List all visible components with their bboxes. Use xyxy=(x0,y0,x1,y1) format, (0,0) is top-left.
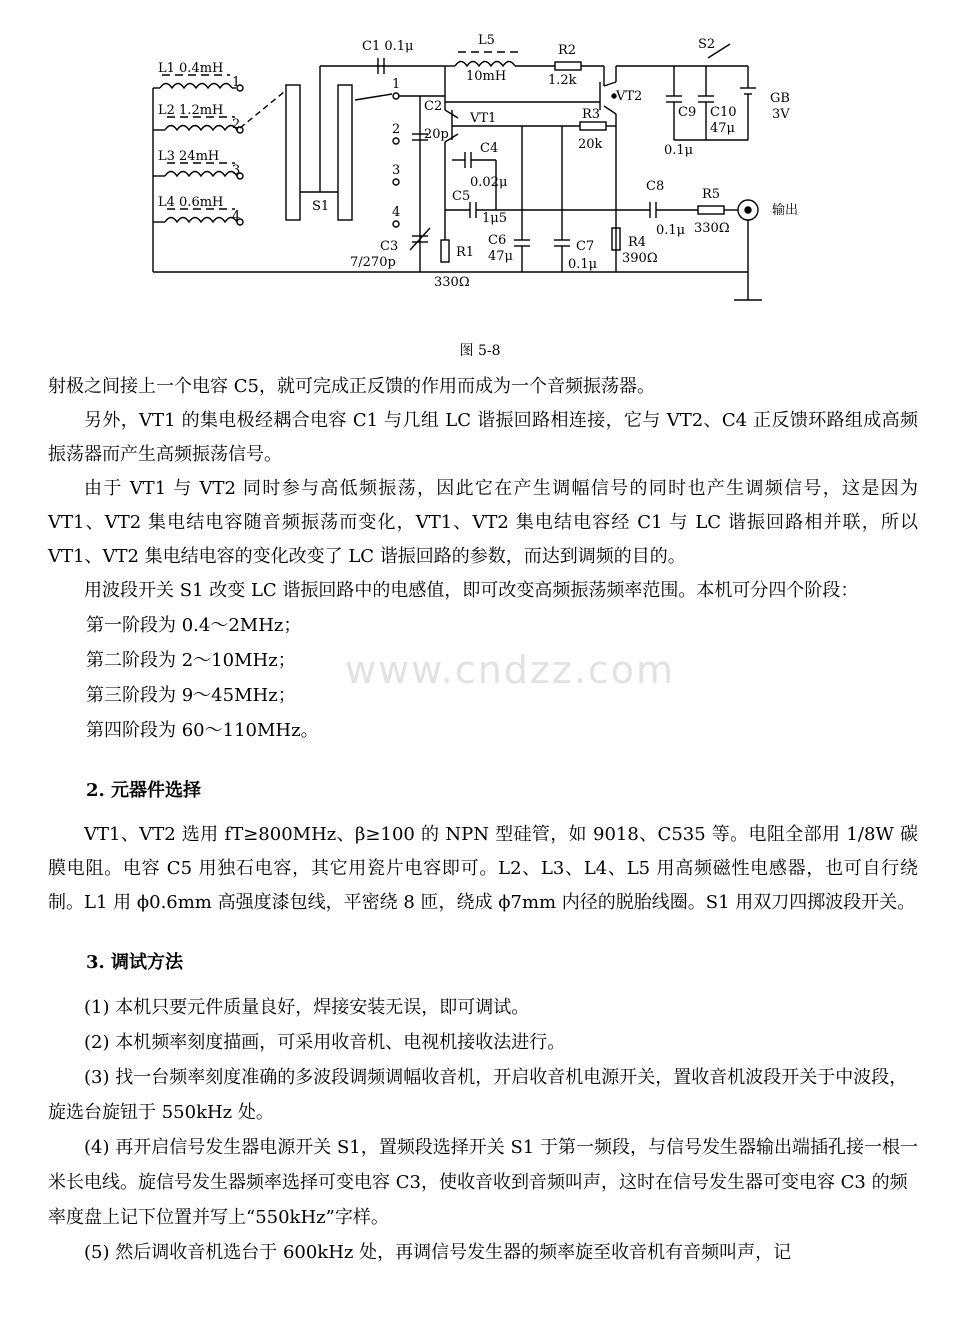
pin-label-3b: 3 xyxy=(392,163,401,178)
section-heading-debugging: 3. 调试方法 xyxy=(86,952,184,973)
paragraph-3: 由于 VT1 与 VT2 同时参与高低频振荡，因此它在产生调幅信号的同时也产生调频信号，这是因为 VT1、VT2 集电结电容随音频振荡而变化，VT1、VT2 集电结电容经 C1 与 LC 谐振回路相并联，所以 VT1、VT2 集电结电容的变化改变了 LC 谐振回路的参数，而达到调频的目的。 xyxy=(48,478,918,567)
document-body xyxy=(48,370,918,1270)
label-r5: R5 xyxy=(702,187,721,202)
pin-label-4a: 4 xyxy=(232,209,241,224)
label-c2-value: 20p xyxy=(424,127,449,142)
label-r3-value: 20k xyxy=(578,137,603,152)
band-item-3: 第三阶段为 9～45MHz； xyxy=(86,685,296,706)
label-c8: C8 xyxy=(646,179,665,194)
label-vt2: VT2 xyxy=(616,89,643,104)
pin-label-2a: 2 xyxy=(232,117,241,132)
debug-step-3: (3) 找一台频率刻度准确的多波段调频调幅收音机，开启收音机电源开关，置收音机波段开关于中波段，旋选台旋钮于 550kHz 处。 xyxy=(48,1067,908,1123)
label-r2-value: 1.2k xyxy=(548,73,577,88)
label-r4: R4 xyxy=(628,235,647,250)
label-c6: C6 xyxy=(488,233,507,248)
label-c6-value: 47μ xyxy=(488,249,513,264)
figure-caption: 图 5-8 xyxy=(459,343,501,359)
label-l2: L2 1.2mH xyxy=(158,103,224,118)
label-r3: R3 xyxy=(582,107,601,122)
label-gb-value: 3V xyxy=(772,107,790,122)
pin-label-1a: 1 xyxy=(232,75,241,90)
paragraph-2: 另外，VT1 的集电极经耦合电容 C1 与几组 LC 谐振回路相连接，它与 VT2、C4 正反馈环路组成高频振荡器而产生高频振荡信号。 xyxy=(48,410,918,465)
label-c2: C2 xyxy=(424,99,443,114)
label-s1: S1 xyxy=(312,199,330,214)
label-gb: GB xyxy=(770,91,790,106)
label-c10-value: 47μ xyxy=(710,121,735,136)
label-c8-value: 0.1μ xyxy=(656,223,686,238)
label-r1-value: 330Ω xyxy=(434,275,470,290)
debug-step-4: (4) 再开启信号发生器电源开关 S1，置频段选择开关 S1 于第一频段，与信号发生器输出端插孔接一根一米长电线。旋信号发生器频率选择可变电容 C3，使收音收到音频叫声，这时在信号发生器可变电容 C3 的频率度盘上记下位置并写上“550kHz”字样。 xyxy=(48,1137,918,1228)
paragraph-4: 用波段开关 S1 改变 LC 谐振回路中的电感值，即可改变高频振荡频率范围。本机可分四个阶段： xyxy=(84,580,859,601)
label-c10: C10 xyxy=(710,105,737,120)
circuit-diagram xyxy=(0,0,960,330)
pin-label-1b: 1 xyxy=(392,77,401,92)
label-c3: C3 xyxy=(380,239,399,254)
label-s2: S2 xyxy=(698,37,716,52)
label-c9-value: 0.1μ xyxy=(664,143,694,158)
band-item-1: 第一阶段为 0.4～2MHz； xyxy=(86,615,302,636)
label-vt1: VT1 xyxy=(470,111,497,126)
pin-label-2b: 2 xyxy=(392,122,401,137)
debug-step-2: (2) 本机频率刻度描画，可采用收音机、电视机接收法进行。 xyxy=(84,1032,566,1053)
label-c5: C5 xyxy=(452,189,471,204)
label-c9: C9 xyxy=(678,105,697,120)
label-l5: L5 xyxy=(478,33,495,48)
label-c1: C1 0.1μ xyxy=(362,39,414,54)
label-c4-value: 0.02μ xyxy=(470,175,508,190)
paragraph-1: 射极之间接上一个电容 C5，就可完成正反馈的作用而成为一个音频振荡器。 xyxy=(48,376,655,397)
pin-label-3a: 3 xyxy=(232,163,241,178)
components-paragraph: VT1、VT2 选用 fT≥800MHz、β≥100 的 NPN 型硅管，如 9018、C535 等。电阻全部用 1/8W 碳膜电阻。电容 C5 用独石电容，其它用瓷片电容即可。L2、L3、L4、L5 用高频磁性电感器，也可自行绕制。L1 用 ϕ0.6mm 高强度漆包线，平密绕 8 匝，绕成 ϕ7mm 内径的脱胎线圈。S1 用双刀四掷波段开关。 xyxy=(48,824,918,913)
debug-step-1: (1) 本机只要元件质量良好，焊接安装无误，即可调试。 xyxy=(84,997,530,1018)
label-c7-value: 0.1μ xyxy=(568,257,598,272)
label-output: 输出 xyxy=(772,203,799,218)
label-l4: L4 0.6mH xyxy=(158,195,224,210)
label-c7: C7 xyxy=(576,239,595,254)
band-item-4: 第四阶段为 60～110MHz。 xyxy=(86,720,319,741)
section-heading-components: 2. 元器件选择 xyxy=(86,780,202,801)
label-c5-value: 1μ5 xyxy=(482,211,507,226)
label-l5-value: 10mH xyxy=(466,69,507,84)
band-item-2: 第二阶段为 2～10MHz； xyxy=(86,650,296,671)
debug-step-5: (5) 然后调收音机选台于 600kHz 处，再调信号发生器的频率旋至收音机有音频叫声，记 xyxy=(84,1242,792,1263)
label-r5-value: 330Ω xyxy=(694,221,730,236)
label-l3: L3 24mH xyxy=(158,149,220,164)
label-r2: R2 xyxy=(558,43,577,58)
label-c4: C4 xyxy=(480,141,499,156)
label-c3-value: 7/270p xyxy=(350,255,396,270)
watermark: www.cndzz.com xyxy=(345,648,676,692)
label-r1: R1 xyxy=(456,245,475,260)
label-r4-value: 390Ω xyxy=(622,251,658,266)
label-l1: L1 0.4mH xyxy=(158,61,224,76)
pin-label-4b: 4 xyxy=(392,205,401,220)
